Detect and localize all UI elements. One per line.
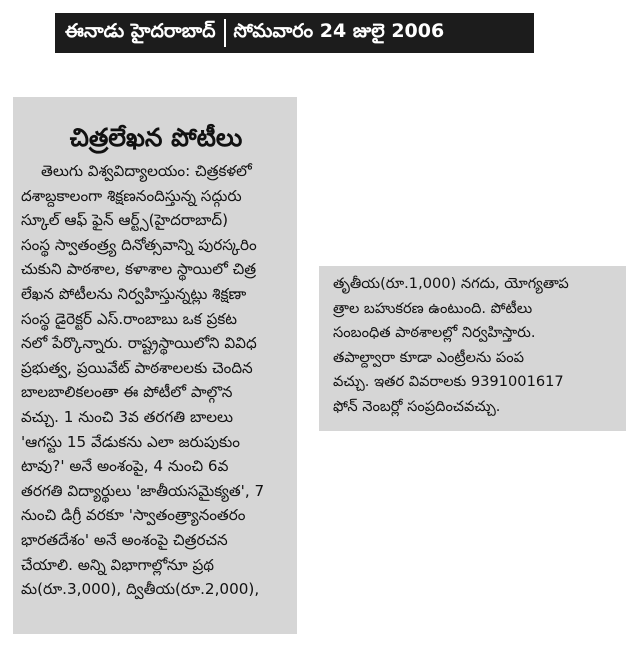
article-headline: చిత్రలేఖన పోటీలు <box>69 123 243 152</box>
article-line: టావు?' అనే అంశంపై, 4 నుంచి 6వ <box>21 457 229 476</box>
article-line: నుంచి డిగ్రీ వరకూ 'స్వాతంత్ర్యానంతరం <box>21 506 246 525</box>
article-line: దశాబ్దకాలంగా శిక్షణనందిస్తున్న సద్గురు <box>21 186 242 205</box>
article-body-left <box>21 159 291 602</box>
article-line: చేయాలి. అన్ని విభాగాల్లోనూ ప్రథ <box>21 555 215 574</box>
article-body-right <box>333 272 620 419</box>
article-line: వచ్చు. 1 నుంచి 3వ తరగతి బాలలు <box>21 407 234 426</box>
article-line: భారతదేశం' అనే అంశంపై చిత్రరచన <box>21 530 228 549</box>
article-line: మ(రూ.3,000), ద్వితీయ(రూ.2,000), <box>21 580 260 599</box>
masthead-separator <box>224 19 226 47</box>
article-line: తృతీయ(రూ.1,000) నగదు, యోగ్యతాప <box>333 275 569 292</box>
article-clip-left <box>13 97 297 634</box>
article-line: వచ్చు. ఇతర వివరాలకు 9391001617 <box>333 373 564 390</box>
article-line: తెలుగు విశ్వవిద్యాలయం: చిత్రకళలో <box>41 162 252 180</box>
article-line: సంబంధిత పాఠశాలల్లో నిర్వహిస్తారు. <box>333 324 536 341</box>
article-line: సంస్థ డైరెక్టర్ ఎస్.రాంబాబు ఒక ప్రకట <box>21 309 237 328</box>
article-line: బాలబాలికలంతా ఈ పోటీలో పాల్గొన <box>21 383 233 402</box>
article-line: ప్రభుత్వ, ప్రయివేట్ పాఠశాలలకు చెందిన <box>21 358 253 377</box>
newspaper-masthead <box>55 13 534 53</box>
article-line: నలో పేర్కొన్నారు. రాష్ట్రస్థాయిలోని వివిధ <box>21 334 257 353</box>
article-line: తపాల్ద్వారా కూడా ఎంట్రీలను పంప <box>333 348 525 366</box>
article-line: 'ఆగస్టు 15 వేడుకను ఎలా జరుపుకుం <box>21 432 240 451</box>
article-line: త్రాల బహుకరణ ఉంటుంది. పోటీలు <box>333 299 533 317</box>
article-line: తరగతి విద్యార్థులు 'జాతీయసమైక్యత', 7 <box>21 481 265 500</box>
article-line: సంస్థ స్వాతంత్ర్య దినోత్సవాన్ని పురస్కరిం <box>21 235 257 254</box>
article-clip-right <box>319 266 626 431</box>
article-line: లేఖన పోటీలను నిర్వహిస్తున్నట్లు శిక్షణా <box>21 284 247 303</box>
article-line: ఫోన్ నెంబర్లో సంప్రదించవచ్చు. <box>333 397 501 415</box>
newspaper-name: ఈనాడు హైదరాబాద్ <box>65 19 216 42</box>
article-line: స్కూల్ ఆఫ్ ఫైన్ ఆర్ట్స్(హైదరాబాద్) <box>21 211 229 230</box>
article-line: చుకుని పాఠశాల, కళాశాల స్థాయిలో చిత్ర <box>21 260 257 279</box>
publication-date: సోమవారం 24 జులై 2006 <box>233 19 445 42</box>
